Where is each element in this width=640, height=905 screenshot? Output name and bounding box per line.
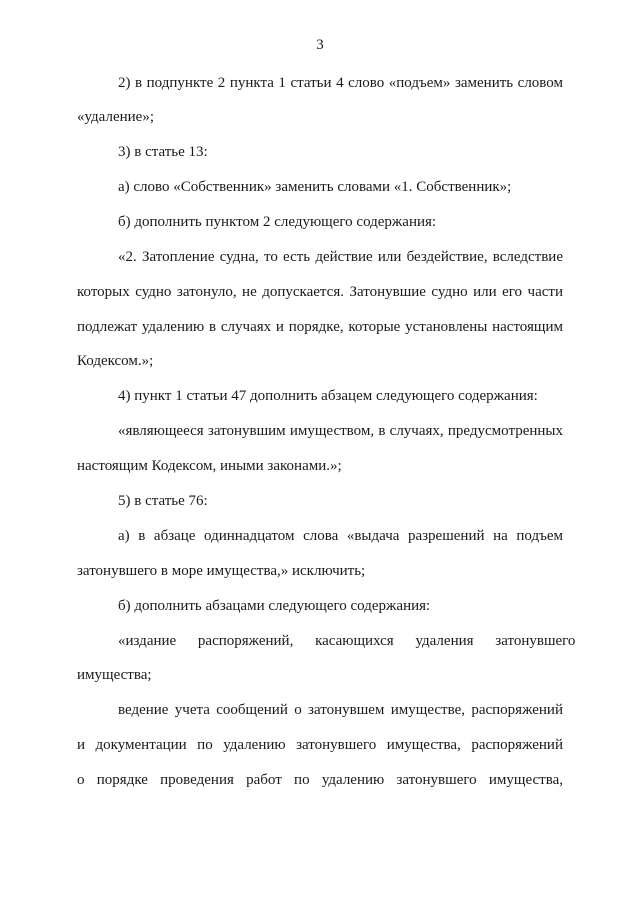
text-line: б) дополнить пунктом 2 следующего содержания: — [118, 214, 437, 230]
text-line: затонувшего в море имущества,» исключить; — [77, 563, 366, 579]
text-line: подлежат удалению в случаях и порядке, которые установлены настоящим — [77, 319, 563, 335]
text-line: «удаление»; — [77, 109, 154, 125]
text-line: а) в абзаце одиннадцатом слова «выдача разрешений на подъем — [118, 528, 563, 544]
text-line: 3) в статье 13: — [118, 144, 208, 160]
text-line: 5) в статье 76: — [118, 493, 208, 509]
text-line: Кодексом.»; — [77, 353, 154, 369]
page-number: 3 — [316, 37, 324, 53]
text-line: и документации по удалению затонувшего имущества, распоряжений — [77, 737, 563, 753]
text-line: «2. Затопление судна, то есть действие или бездействие, вследствие — [118, 249, 563, 265]
text-line: «являющееся затонувшим имуществом, в случаях, предусмотренных — [118, 423, 563, 439]
text-line: имущества; — [77, 667, 152, 683]
text-line: настоящим Кодексом, иными законами.»; — [77, 458, 342, 474]
text-line: 4) пункт 1 статьи 47 дополнить абзацем следующего содержания: — [118, 388, 538, 404]
text-line: 2) в подпункте 2 пункта 1 статьи 4 слово «подъем» заменить словом — [118, 75, 563, 91]
text-line: а) слово «Собственник» заменить словами «1. Собственник»; — [118, 179, 512, 195]
text-line: б) дополнить абзацами следующего содержания: — [118, 598, 431, 614]
text-line: которых судно затонуло, не допускается. Затонувшие судно или его части — [77, 284, 563, 300]
text-line: «издание распоряжений, касающихся удаления затонувшего — [118, 633, 576, 649]
text-line: о порядке проведения работ по удалению затонувшего имущества, — [77, 772, 563, 788]
text-line: ведение учета сообщений о затонувшем имуществе, распоряжений — [118, 702, 563, 718]
